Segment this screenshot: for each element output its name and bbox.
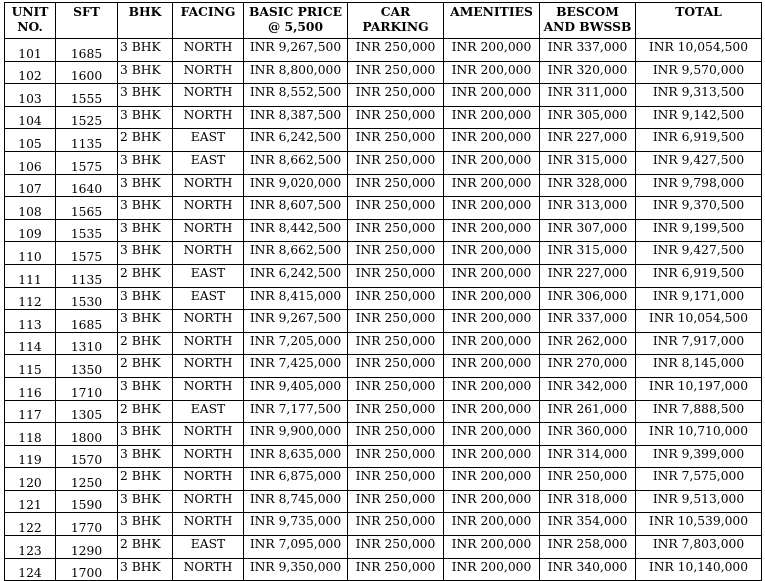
header-line: AND BWSSB — [543, 19, 632, 34]
total-cell: INR 6,919,500 — [636, 129, 762, 152]
bhk-cell: 3 BHK — [118, 84, 173, 107]
unit-number-cell: 114 — [5, 332, 56, 355]
total-cell: INR 7,575,000 — [636, 468, 762, 491]
total-cell: INR 6,919,500 — [636, 264, 762, 287]
bhk-cell: 3 BHK — [118, 242, 173, 265]
bhk-cell: 2 BHK — [118, 264, 173, 287]
total-cell: INR 10,140,000 — [636, 558, 762, 581]
bhk-cell: 3 BHK — [118, 558, 173, 581]
facing-cell: NORTH — [173, 310, 244, 333]
amenities-cell: INR 200,000 — [444, 174, 540, 197]
basic-price-cell: INR 7,177,500 — [244, 400, 348, 423]
unit-number-cell: 113 — [5, 310, 56, 333]
area-sft-cell: 1310 — [56, 332, 118, 355]
amenities-cell: INR 200,000 — [444, 558, 540, 581]
bescom-bwssb-cell: INR 337,000 — [540, 310, 636, 333]
bescom-bwssb-cell: INR 262,000 — [540, 332, 636, 355]
table-row — [5, 61, 762, 84]
facing-cell: NORTH — [173, 513, 244, 536]
facing-cell: NORTH — [173, 332, 244, 355]
bhk-cell: 2 BHK — [118, 536, 173, 559]
total-cell: INR 9,570,000 — [636, 61, 762, 84]
header-line: @ 5,500 — [267, 19, 324, 34]
car-parking-cell: INR 250,000 — [348, 151, 444, 174]
bhk-cell: 2 BHK — [118, 332, 173, 355]
bescom-bwssb-cell: INR 270,000 — [540, 355, 636, 378]
table-row — [5, 242, 762, 265]
car-parking-cell: INR 250,000 — [348, 264, 444, 287]
facing-cell: NORTH — [173, 174, 244, 197]
unit-number-cell: 112 — [5, 287, 56, 310]
bescom-bwssb-cell: INR 315,000 — [540, 151, 636, 174]
bhk-cell: 3 BHK — [118, 174, 173, 197]
basic-price-cell: INR 8,662,500 — [244, 151, 348, 174]
table-row — [5, 264, 762, 287]
column-header-total — [636, 3, 762, 39]
amenities-cell: INR 200,000 — [444, 39, 540, 62]
basic-price-cell: INR 9,020,000 — [244, 174, 348, 197]
total-cell: INR 7,803,000 — [636, 536, 762, 559]
table-row — [5, 197, 762, 220]
amenities-cell: INR 200,000 — [444, 151, 540, 174]
unit-number-cell: 119 — [5, 445, 56, 468]
bhk-cell: 3 BHK — [118, 377, 173, 400]
bhk-cell: 2 BHK — [118, 400, 173, 423]
table-row — [5, 513, 762, 536]
bhk-cell: 3 BHK — [118, 310, 173, 333]
bhk-cell: 3 BHK — [118, 219, 173, 242]
bescom-bwssb-cell: INR 318,000 — [540, 490, 636, 513]
basic-price-cell: INR 8,552,500 — [244, 84, 348, 107]
table-row — [5, 174, 762, 197]
header-line: NO. — [17, 19, 43, 34]
basic-price-cell: INR 8,662,500 — [244, 242, 348, 265]
amenities-cell: INR 200,000 — [444, 468, 540, 491]
bhk-cell: 2 BHK — [118, 468, 173, 491]
basic-price-cell: INR 8,415,000 — [244, 287, 348, 310]
total-cell: INR 9,199,500 — [636, 219, 762, 242]
area-sft-cell: 1685 — [56, 310, 118, 333]
area-sft-cell: 1555 — [56, 84, 118, 107]
facing-cell: NORTH — [173, 197, 244, 220]
column-header-car-parking — [348, 3, 444, 39]
header-line: UNIT — [11, 4, 49, 19]
area-sft-cell: 1565 — [56, 197, 118, 220]
bescom-bwssb-cell: INR 342,000 — [540, 377, 636, 400]
unit-number-cell: 120 — [5, 468, 56, 491]
car-parking-cell: INR 250,000 — [348, 197, 444, 220]
car-parking-cell: INR 250,000 — [348, 174, 444, 197]
bescom-bwssb-cell: INR 320,000 — [540, 61, 636, 84]
total-cell: INR 9,171,000 — [636, 287, 762, 310]
facing-cell: EAST — [173, 400, 244, 423]
amenities-cell: INR 200,000 — [444, 264, 540, 287]
facing-cell: NORTH — [173, 219, 244, 242]
unit-number-cell: 118 — [5, 423, 56, 446]
bescom-bwssb-cell: INR 340,000 — [540, 558, 636, 581]
column-header-bhk — [118, 3, 173, 39]
table-row — [5, 106, 762, 129]
bescom-bwssb-cell: INR 305,000 — [540, 106, 636, 129]
area-sft-cell: 1305 — [56, 400, 118, 423]
car-parking-cell: INR 250,000 — [348, 558, 444, 581]
total-cell: INR 9,798,000 — [636, 174, 762, 197]
total-cell: INR 7,888,500 — [636, 400, 762, 423]
basic-price-cell: INR 9,267,500 — [244, 310, 348, 333]
table-row — [5, 445, 762, 468]
bescom-bwssb-cell: INR 250,000 — [540, 468, 636, 491]
total-cell: INR 9,313,500 — [636, 84, 762, 107]
basic-price-cell: INR 7,425,000 — [244, 355, 348, 378]
unit-number-cell: 115 — [5, 355, 56, 378]
facing-cell: NORTH — [173, 242, 244, 265]
bescom-bwssb-cell: INR 360,000 — [540, 423, 636, 446]
header-line: BESCOM — [556, 4, 619, 19]
table-row — [5, 151, 762, 174]
car-parking-cell: INR 250,000 — [348, 219, 444, 242]
area-sft-cell: 1800 — [56, 423, 118, 446]
unit-number-cell: 108 — [5, 197, 56, 220]
table-row — [5, 219, 762, 242]
basic-price-cell: INR 6,242,500 — [244, 129, 348, 152]
total-cell: INR 9,427,500 — [636, 151, 762, 174]
amenities-cell: INR 200,000 — [444, 355, 540, 378]
table-row — [5, 129, 762, 152]
amenities-cell: INR 200,000 — [444, 377, 540, 400]
car-parking-cell: INR 250,000 — [348, 468, 444, 491]
basic-price-cell: INR 8,635,000 — [244, 445, 348, 468]
car-parking-cell: INR 250,000 — [348, 242, 444, 265]
area-sft-cell: 1135 — [56, 264, 118, 287]
unit-number-cell: 107 — [5, 174, 56, 197]
bhk-cell: 3 BHK — [118, 197, 173, 220]
facing-cell: NORTH — [173, 468, 244, 491]
car-parking-cell: INR 250,000 — [348, 490, 444, 513]
bhk-cell: 3 BHK — [118, 61, 173, 84]
bhk-cell: 3 BHK — [118, 151, 173, 174]
column-header-unit — [5, 3, 56, 39]
area-sft-cell: 1570 — [56, 445, 118, 468]
area-sft-cell: 1250 — [56, 468, 118, 491]
total-cell: INR 7,917,000 — [636, 332, 762, 355]
unit-number-cell: 104 — [5, 106, 56, 129]
column-header-basic-price — [244, 3, 348, 39]
car-parking-cell: INR 250,000 — [348, 61, 444, 84]
amenities-cell: INR 200,000 — [444, 423, 540, 446]
area-sft-cell: 1525 — [56, 106, 118, 129]
basic-price-cell: INR 9,267,500 — [244, 39, 348, 62]
basic-price-cell: INR 9,735,000 — [244, 513, 348, 536]
facing-cell: EAST — [173, 287, 244, 310]
unit-number-cell: 121 — [5, 490, 56, 513]
facing-cell: NORTH — [173, 377, 244, 400]
bhk-cell: 3 BHK — [118, 423, 173, 446]
facing-cell: NORTH — [173, 106, 244, 129]
facing-cell: NORTH — [173, 355, 244, 378]
facing-cell: NORTH — [173, 39, 244, 62]
unit-number-cell: 101 — [5, 39, 56, 62]
total-cell: INR 9,399,000 — [636, 445, 762, 468]
header-line: BASIC PRICE — [248, 4, 342, 19]
basic-price-cell: INR 8,442,500 — [244, 219, 348, 242]
bescom-bwssb-cell: INR 315,000 — [540, 242, 636, 265]
car-parking-cell: INR 250,000 — [348, 310, 444, 333]
bescom-bwssb-cell: INR 311,000 — [540, 84, 636, 107]
car-parking-cell: INR 250,000 — [348, 423, 444, 446]
amenities-cell: INR 200,000 — [444, 536, 540, 559]
basic-price-cell: INR 6,242,500 — [244, 264, 348, 287]
bhk-cell: 3 BHK — [118, 39, 173, 62]
car-parking-cell: INR 250,000 — [348, 84, 444, 107]
area-sft-cell: 1640 — [56, 174, 118, 197]
basic-price-cell: INR 8,387,500 — [244, 106, 348, 129]
table-row — [5, 536, 762, 559]
amenities-cell: INR 200,000 — [444, 106, 540, 129]
column-header-bescom — [540, 3, 636, 39]
header-line: SFT — [73, 4, 100, 19]
bescom-bwssb-cell: INR 306,000 — [540, 287, 636, 310]
bhk-cell: 3 BHK — [118, 490, 173, 513]
header-line: CAR — [380, 4, 411, 19]
bescom-bwssb-cell: INR 261,000 — [540, 400, 636, 423]
total-cell: INR 9,513,000 — [636, 490, 762, 513]
bescom-bwssb-cell: INR 354,000 — [540, 513, 636, 536]
total-cell: INR 10,054,500 — [636, 39, 762, 62]
facing-cell: EAST — [173, 536, 244, 559]
unit-number-cell: 123 — [5, 536, 56, 559]
total-cell: INR 8,145,000 — [636, 355, 762, 378]
area-sft-cell: 1290 — [56, 536, 118, 559]
amenities-cell: INR 200,000 — [444, 400, 540, 423]
amenities-cell: INR 200,000 — [444, 219, 540, 242]
car-parking-cell: INR 250,000 — [348, 536, 444, 559]
amenities-cell: INR 200,000 — [444, 242, 540, 265]
table-row — [5, 310, 762, 333]
amenities-cell: INR 200,000 — [444, 513, 540, 536]
column-header-amenities — [444, 3, 540, 39]
facing-cell: EAST — [173, 151, 244, 174]
facing-cell: EAST — [173, 129, 244, 152]
car-parking-cell: INR 250,000 — [348, 400, 444, 423]
basic-price-cell: INR 8,745,000 — [244, 490, 348, 513]
amenities-cell: INR 200,000 — [444, 445, 540, 468]
facing-cell: NORTH — [173, 423, 244, 446]
bescom-bwssb-cell: INR 328,000 — [540, 174, 636, 197]
facing-cell: EAST — [173, 264, 244, 287]
area-sft-cell: 1350 — [56, 355, 118, 378]
header-line: FACING — [180, 4, 236, 19]
table-row — [5, 355, 762, 378]
table-row — [5, 558, 762, 581]
bescom-bwssb-cell: INR 313,000 — [540, 197, 636, 220]
unit-number-cell: 102 — [5, 61, 56, 84]
amenities-cell: INR 200,000 — [444, 84, 540, 107]
unit-number-cell: 124 — [5, 558, 56, 581]
area-sft-cell: 1575 — [56, 151, 118, 174]
header-line: BHK — [128, 4, 162, 19]
amenities-cell: INR 200,000 — [444, 310, 540, 333]
table-row — [5, 39, 762, 62]
header-line: PARKING — [362, 19, 429, 34]
car-parking-cell: INR 250,000 — [348, 129, 444, 152]
table-body — [5, 39, 762, 581]
bhk-cell: 2 BHK — [118, 129, 173, 152]
column-header-facing — [173, 3, 244, 39]
basic-price-cell: INR 9,405,000 — [244, 377, 348, 400]
unit-number-cell: 117 — [5, 400, 56, 423]
total-cell: INR 9,142,500 — [636, 106, 762, 129]
table-row — [5, 490, 762, 513]
bescom-bwssb-cell: INR 227,000 — [540, 264, 636, 287]
unit-number-cell: 122 — [5, 513, 56, 536]
amenities-cell: INR 200,000 — [444, 287, 540, 310]
car-parking-cell: INR 250,000 — [348, 513, 444, 536]
amenities-cell: INR 200,000 — [444, 490, 540, 513]
table-row — [5, 423, 762, 446]
header-row — [5, 3, 762, 39]
unit-number-cell: 116 — [5, 377, 56, 400]
total-cell: INR 10,197,000 — [636, 377, 762, 400]
car-parking-cell: INR 250,000 — [348, 39, 444, 62]
basic-price-cell: INR 9,350,000 — [244, 558, 348, 581]
car-parking-cell: INR 250,000 — [348, 287, 444, 310]
table-row — [5, 84, 762, 107]
bescom-bwssb-cell: INR 307,000 — [540, 219, 636, 242]
table-row — [5, 287, 762, 310]
amenities-cell: INR 200,000 — [444, 129, 540, 152]
total-cell: INR 9,370,500 — [636, 197, 762, 220]
basic-price-cell: INR 8,800,000 — [244, 61, 348, 84]
total-cell: INR 9,427,500 — [636, 242, 762, 265]
unit-number-cell: 109 — [5, 219, 56, 242]
facing-cell: NORTH — [173, 84, 244, 107]
facing-cell: NORTH — [173, 490, 244, 513]
bhk-cell: 3 BHK — [118, 106, 173, 129]
area-sft-cell: 1575 — [56, 242, 118, 265]
header-line: TOTAL — [675, 4, 722, 19]
area-sft-cell: 1535 — [56, 219, 118, 242]
basic-price-cell: INR 6,875,000 — [244, 468, 348, 491]
area-sft-cell: 1770 — [56, 513, 118, 536]
total-cell: INR 10,054,500 — [636, 310, 762, 333]
column-header-sft — [56, 3, 118, 39]
area-sft-cell: 1600 — [56, 61, 118, 84]
unit-number-cell: 106 — [5, 151, 56, 174]
area-sft-cell: 1530 — [56, 287, 118, 310]
unit-price-table — [4, 2, 762, 581]
bescom-bwssb-cell: INR 337,000 — [540, 39, 636, 62]
total-cell: INR 10,539,000 — [636, 513, 762, 536]
amenities-cell: INR 200,000 — [444, 197, 540, 220]
car-parking-cell: INR 250,000 — [348, 355, 444, 378]
table-row — [5, 332, 762, 355]
bescom-bwssb-cell: INR 258,000 — [540, 536, 636, 559]
area-sft-cell: 1710 — [56, 377, 118, 400]
basic-price-cell: INR 7,095,000 — [244, 536, 348, 559]
table-row — [5, 400, 762, 423]
bescom-bwssb-cell: INR 227,000 — [540, 129, 636, 152]
basic-price-cell: INR 7,205,000 — [244, 332, 348, 355]
header-line: AMENITIES — [450, 4, 533, 19]
car-parking-cell: INR 250,000 — [348, 106, 444, 129]
amenities-cell: INR 200,000 — [444, 61, 540, 84]
bhk-cell: 3 BHK — [118, 445, 173, 468]
bhk-cell: 2 BHK — [118, 355, 173, 378]
facing-cell: NORTH — [173, 61, 244, 84]
table-row — [5, 468, 762, 491]
basic-price-cell: INR 9,900,000 — [244, 423, 348, 446]
unit-number-cell: 105 — [5, 129, 56, 152]
area-sft-cell: 1700 — [56, 558, 118, 581]
facing-cell: NORTH — [173, 558, 244, 581]
area-sft-cell: 1590 — [56, 490, 118, 513]
table-row — [5, 377, 762, 400]
car-parking-cell: INR 250,000 — [348, 377, 444, 400]
car-parking-cell: INR 250,000 — [348, 332, 444, 355]
unit-number-cell: 111 — [5, 264, 56, 287]
bhk-cell: 3 BHK — [118, 513, 173, 536]
bescom-bwssb-cell: INR 314,000 — [540, 445, 636, 468]
bhk-cell: 3 BHK — [118, 287, 173, 310]
unit-number-cell: 103 — [5, 84, 56, 107]
area-sft-cell: 1685 — [56, 39, 118, 62]
car-parking-cell: INR 250,000 — [348, 445, 444, 468]
unit-number-cell: 110 — [5, 242, 56, 265]
basic-price-cell: INR 8,607,500 — [244, 197, 348, 220]
amenities-cell: INR 200,000 — [444, 332, 540, 355]
facing-cell: NORTH — [173, 445, 244, 468]
area-sft-cell: 1135 — [56, 129, 118, 152]
total-cell: INR 10,710,000 — [636, 423, 762, 446]
